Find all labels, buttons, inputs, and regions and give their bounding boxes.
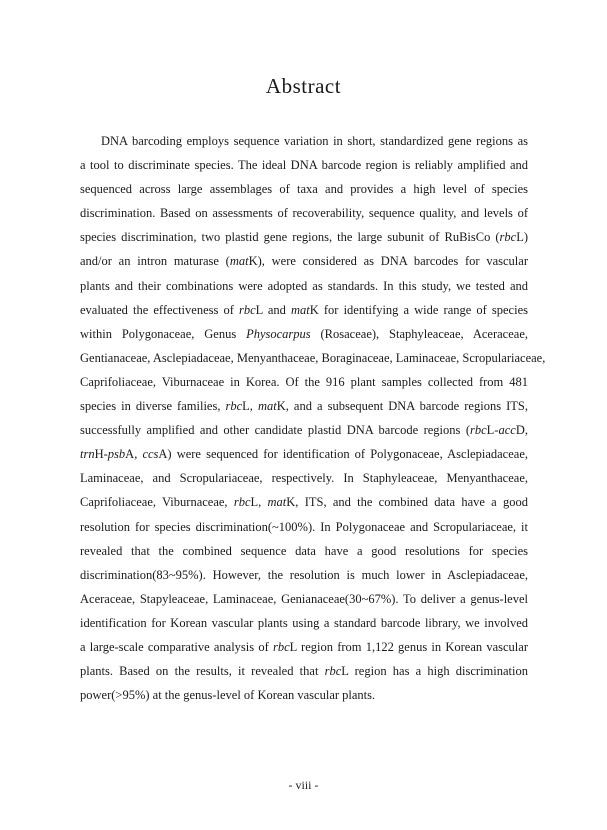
- italic-term: mat: [229, 254, 249, 269]
- abstract-line: [80, 177, 528, 201]
- abstract-line: [80, 635, 528, 659]
- abstract-line: [80, 515, 528, 539]
- abstract-line: [80, 322, 528, 346]
- text-run: D,: [515, 423, 528, 438]
- text-run: K), were considered as DNA barcodes for vascular: [248, 254, 528, 269]
- text-run: L,: [250, 495, 268, 510]
- text-run: species in diverse families,: [80, 399, 226, 414]
- text-run: evaluated the effectiveness of: [80, 302, 239, 317]
- text-run: (Rosaceae), Staphyleaceae, Aceraceae,: [310, 326, 528, 341]
- text-run: resolution for species discrimination(~100%). In Polygonaceae and Scropulariaceae, it: [80, 519, 528, 534]
- italic-term: mat: [257, 399, 277, 414]
- text-run: species discrimination, two plastid gene regions, the large subunit of RuBisCo (: [80, 230, 500, 245]
- abstract-line: [80, 587, 528, 611]
- page-title: Abstract: [265, 74, 342, 98]
- italic-term: rbc: [225, 399, 243, 414]
- text-run: K, and a subsequent DNA barcode regions ITS,: [276, 399, 528, 414]
- text-run: and/or an intron maturase (: [80, 254, 230, 269]
- text-run: H-: [94, 447, 108, 462]
- abstract-line: [80, 370, 528, 394]
- abstract-line: [80, 274, 528, 298]
- text-run: successfully amplified and other candidate plastid DNA barcode regions (: [80, 423, 470, 438]
- abstract-line: [80, 153, 528, 177]
- abstract-line: [80, 129, 528, 153]
- text-run: Caprifoliaceae, Viburnaceae in Korea. Of the 916 plant samples collected from 481: [80, 374, 528, 389]
- abstract-line: [80, 346, 546, 370]
- italic-term: acc: [498, 423, 516, 438]
- text-run: L and: [255, 302, 292, 317]
- italic-term: psb: [107, 447, 126, 462]
- abstract-line: [80, 659, 528, 683]
- text-run: Caprifoliaceae, Viburnaceae,: [80, 495, 234, 510]
- text-run: A) were sequenced for identification of Polygonaceae, Asclepiadaceae,: [158, 447, 528, 462]
- italic-term: rbc: [238, 302, 256, 317]
- italic-term: rbc: [499, 230, 517, 245]
- text-run: Aceraceae, Stapyleaceae, Laminaceae, Genianaceae(30~67%). To deliver a genus-level: [80, 591, 528, 606]
- italic-term: mat: [291, 302, 310, 317]
- text-run: K for identifying a wide range of species: [309, 302, 528, 317]
- abstract-line: [80, 442, 528, 466]
- abstract-line: [80, 225, 528, 249]
- text-run: L region has a high discrimination: [341, 664, 528, 679]
- italic-term: rbc: [470, 423, 487, 438]
- abstract-line: [80, 394, 528, 418]
- italic-term: rbc: [272, 639, 290, 654]
- text-run: Laminaceae, and Scropulariaceae, respectively. In Staphyleaceae, Menyanthaceae,: [80, 471, 528, 486]
- abstract-line: [80, 418, 528, 442]
- text-run: within Polygonaceae, Genus: [80, 326, 247, 341]
- abstract-line: [80, 490, 528, 514]
- abstract-line: [80, 539, 528, 563]
- text-run: A,: [125, 447, 143, 462]
- text-run: K, ITS, and the combined data have a good: [286, 495, 528, 510]
- abstract-line: [80, 683, 528, 707]
- text-run: Gentianaceae, Asclepiadaceae, Menyanthaceae, Boraginaceae, Laminaceae, Scropulariaceae,: [80, 350, 546, 365]
- abstract-body: [80, 129, 546, 707]
- text-run: revealed that the combined sequence data have a good resolutions for species: [80, 543, 528, 558]
- text-run: L): [516, 230, 528, 245]
- italic-term: trn: [80, 447, 95, 462]
- italic-term: mat: [267, 495, 287, 510]
- text-run: a large-scale comparative analysis of: [80, 639, 273, 654]
- text-run: plants and their combinations were adopted as standards. In this study, we tested and: [80, 278, 528, 293]
- abstract-line: [80, 298, 528, 322]
- italic-term: Physocarpus: [246, 326, 311, 341]
- text-run: DNA barcoding employs sequence variation in short, standardized gene regions as: [101, 134, 528, 148]
- page-number: - viii -: [288, 778, 319, 792]
- italic-term: rbc: [233, 495, 251, 510]
- text-run: identification for Korean vascular plants using a standard barcode library, we involved: [80, 615, 528, 630]
- italic-term: rbc: [324, 664, 342, 679]
- text-run: L-: [486, 423, 499, 438]
- text-run: plants. Based on the results, it revealed that: [80, 664, 325, 679]
- italic-term: ccs: [142, 447, 159, 462]
- text-run: discrimination(83~95%). However, the resolution is much lower in Asclepiadaceae,: [80, 567, 528, 582]
- text-run: L region from 1,122 genus in Korean vascular: [289, 639, 528, 654]
- text-run: a tool to discriminate species. The ideal DNA barcode region is reliably amplified and: [80, 158, 528, 173]
- text-run: sequenced across large assemblages of taxa and provides a high level of species: [80, 182, 528, 197]
- abstract-line: [80, 466, 528, 490]
- text-run: discrimination. Based on assessments of recoverability, sequence quality, and levels of: [80, 206, 528, 221]
- abstract-line: [80, 201, 528, 225]
- text-run: power(>95%) at the genus-level of Korean vascular plants.: [80, 688, 376, 703]
- text-run: L,: [242, 399, 258, 414]
- abstract-line: [80, 249, 528, 273]
- abstract-line: [80, 611, 528, 635]
- abstract-line: [80, 563, 528, 587]
